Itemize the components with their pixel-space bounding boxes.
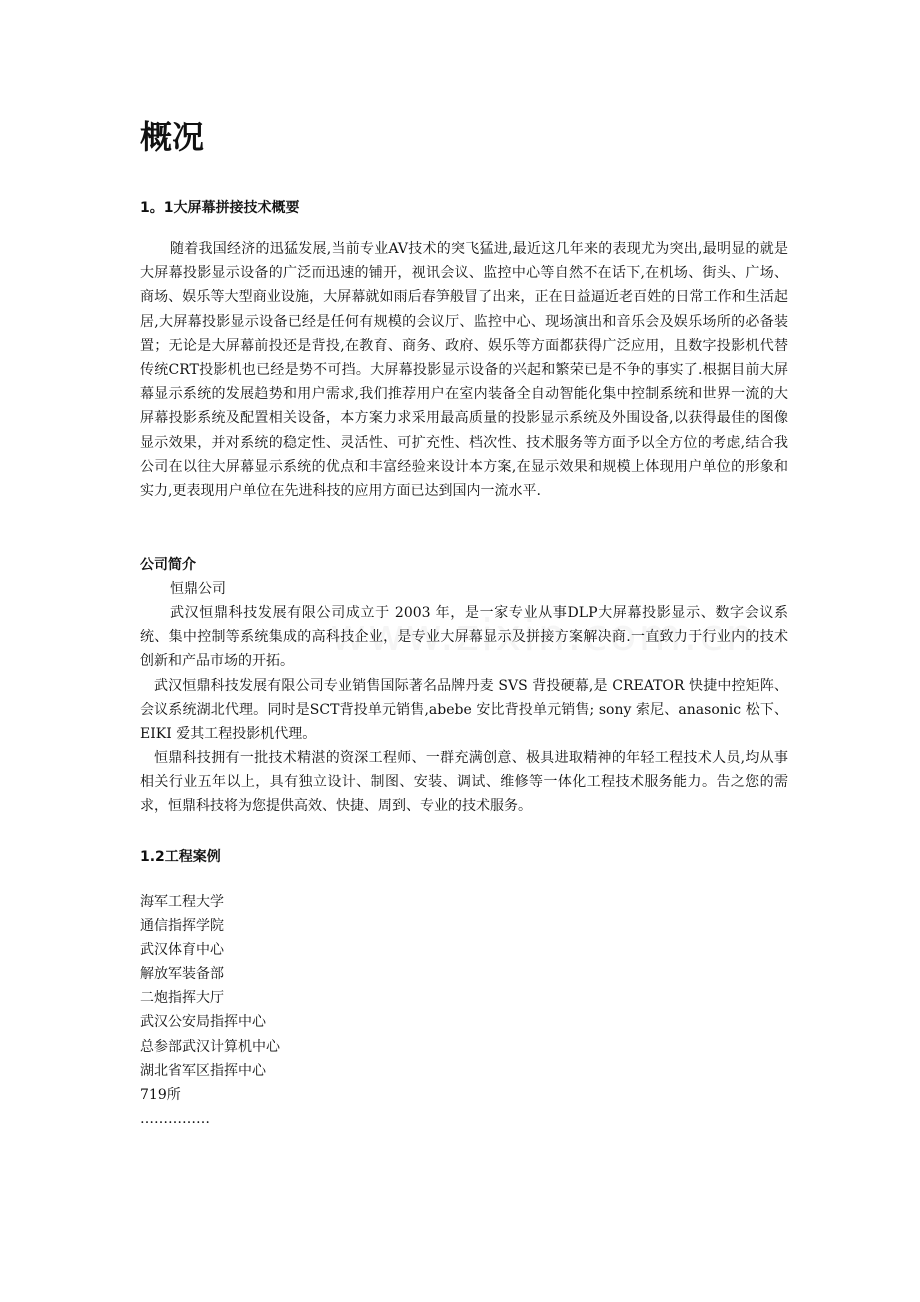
company-name: 恒鼎公司 — [170, 581, 226, 597]
overview-paragraph: 随着我国经济的迅猛发展,当前专业AV技术的突飞猛进,最近这几年来的表现尤为突出,最明显的就是大屏幕投影显示设备的广泛而迅速的铺开，视讯会议、监控中心等自然不在话下,在机场、街头、广场、商场、娱乐等大型商业设施，大屏幕就如雨后春笋般冒了出来，正在日益逼近老百姓的日常工作和生活起居,大屏幕投影显示设备已经是任何有规模的会议厅、监控中心、现场演出和音乐会及娱乐场所的必备装置；无论是大屏幕前投还是背投,在教育、商务、政府、娱乐等方面都获得广泛应用，且数字投影机代替传统CRT投影机也已经是势不可挡。大屏幕投影显示设备的兴起和繁荣已是不争的事实了.根据目前大屏幕显示系统的发展趋势和用户需求,我们推荐用户在室内装备全自动智能化集中控制系统和世界一流的大屏幕投影系统及配置相关设备，本方案力求采用最高质量的投影显示系统及外围设备,以获得最佳的图像显示效果，并对系统的稳定性、灵活性、可扩充性、档次性、技术服务等方面予以全方位的考虑,结合我公司在以往大屏幕显示系统的优点和丰富经验来设计本方案,在显示效果和规模上体现用户单位的形象和实力,更表现用户单位在先进科技的应用方面已达到国内一流水平. — [140, 241, 788, 500]
company-paragraph-1: 武汉恒鼎科技发展有限公司成立于 2003 年，是一家专业从事DLP大屏幕投影显示、数字会议系统、集中控制等系统集成的高科技企业，是专业大屏幕显示及拼接方案解决商.一直致力于行业内的技术创新和产品市场的开拓。 — [140, 605, 788, 670]
list-item: 719所 — [140, 1086, 181, 1103]
list-item: …………… — [140, 1110, 210, 1127]
list-item: 通信指挥学院 — [140, 918, 224, 935]
list-item: 湖北省军区指挥中心 — [140, 1062, 266, 1079]
company-paragraph-3: 恒鼎科技拥有一批技术精湛的资深工程师、一群充满创意、极具进取精神的年轻工程技术人员,均从事相关行业五年以上，具有独立设计、制图、安装、调试、维修等一体化工程技术服务能力。告之您的需求，恒鼎科技将为您提供高效、快捷、周到、专业的技术服务。 — [140, 750, 788, 815]
section-heading-cases: 1.2工程案例 — [140, 849, 221, 865]
company-paragraph-2: 武汉恒鼎科技发展有限公司专业销售国际著名品牌丹麦 SVS 背投硬幕,是 CREATOR 快捷中控矩阵、会议系统湖北代理。同时是SCT背投单元销售,abebe 安比背投单元销售; sony 索尼、anasonic 松下、EIKI 爱其工程投影机代理。 — [140, 678, 788, 743]
list-item: 武汉体育中心 — [140, 942, 224, 959]
list-item: 总参部武汉计算机中心 — [140, 1038, 280, 1055]
list-item: 解放军装备部 — [140, 966, 224, 983]
list-item: 海军工程大学 — [140, 894, 224, 910]
section-heading-company: 公司简介 — [140, 557, 196, 573]
section-heading-overview: 1。1大屏幕拼接技术概要 — [140, 200, 300, 216]
page-title: 概况 — [140, 118, 205, 156]
case-list — [140, 890, 280, 1131]
list-item: 二炮指挥大厅 — [140, 990, 224, 1007]
list-item: 武汉公安局指挥中心 — [140, 1014, 266, 1031]
